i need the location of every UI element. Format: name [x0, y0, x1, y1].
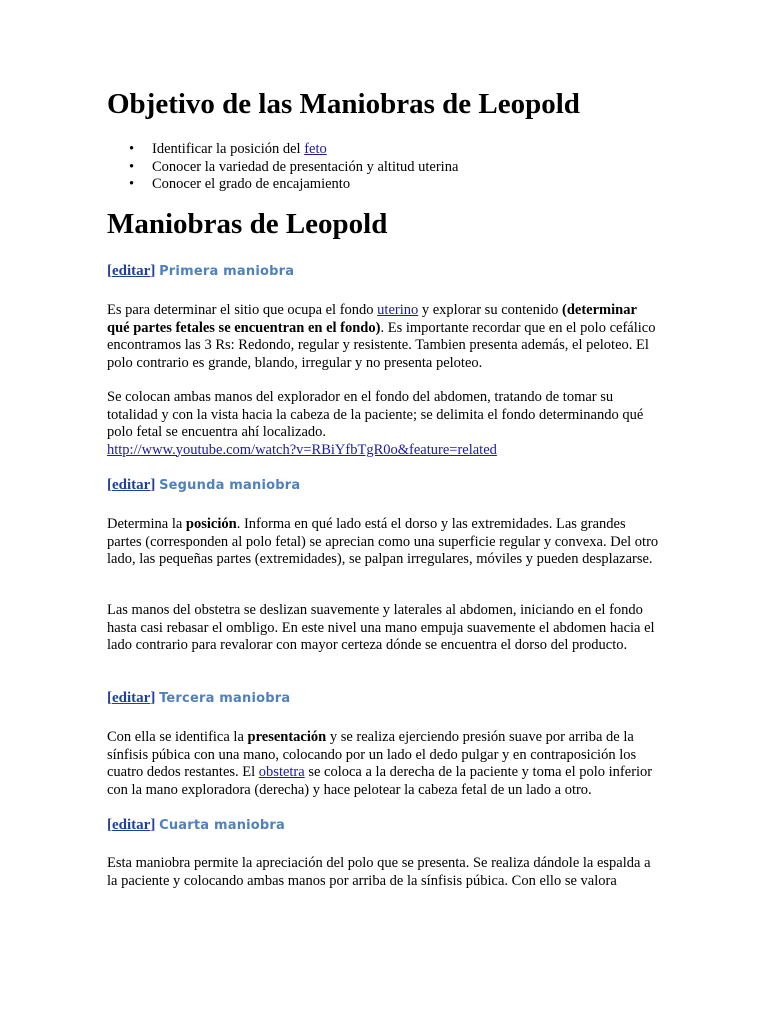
section-title: Cuarta maniobra	[159, 818, 286, 833]
list-item: • Conocer el grado de encajamiento	[107, 176, 458, 194]
section-header-tercera	[107, 690, 290, 707]
feto-link[interactable]: feto	[304, 141, 327, 157]
section-title: Primera maniobra	[159, 264, 295, 279]
paragraph: Se colocan ambas manos del explorador en el fondo del abdomen, tratando de tomar su totalidad y con la vista hacia la cabeza de la paciente; se delimita el fondo determinando qué polo fetal se encuentra ahí localizado. http://www.youtube.com/watch?v=RBiYfbTgR0o&feature=related	[107, 389, 644, 458]
edit-link[interactable]: [editar]	[107, 263, 156, 279]
edit-link[interactable]: [editar]	[107, 817, 156, 833]
edit-link[interactable]: [editar]	[107, 690, 156, 706]
section-header-cuarta	[107, 817, 285, 834]
list-item: • Identificar la posición del feto	[107, 141, 458, 159]
section-heading: Maniobras de Leopold	[107, 208, 388, 240]
page-title: Objetivo de las Maniobras de Leopold	[107, 88, 580, 120]
paragraph: Con ella se identifica la presentación y se realiza ejerciendo presión suave por arriba de la sínfisis púbica con una mano, colocando por un lado el dedo pulgar y en contraposición los cuatro dedos restantes. El obstetra se coloca a la derecha de la paciente y toma el polo inferior con la mano exploradora (derecha) y hace pelotear la cabeza fetal de un lado a otro.	[107, 729, 653, 798]
obstetra-link[interactable]: obstetra	[258, 764, 305, 780]
section-header-primera	[107, 263, 294, 280]
youtube-link[interactable]: http://www.youtube.com/watch?v=RBiYfbTgR0o&feature=related	[107, 441, 497, 458]
paragraph: Determina la posición. Informa en qué lado está el dorso y las extremidades. Las grandes partes (corresponden al polo fetal) se aprecian como una superficie regular y convexa. Del otro lado, las pequeñas partes (extremidades), se palpan irregulares, móviles y pueden desplazarse.	[107, 516, 659, 567]
paragraph: Esta maniobra permite la apreciación del polo que se presenta. Se realiza dándole la espalda a la paciente y colocando ambas manos por arriba de la sínfisis púbica. Con ello se valora	[107, 855, 651, 889]
section-title: Segunda maniobra	[159, 478, 301, 493]
paragraph: Las manos del obstetra se deslizan suavemente y laterales al abdomen, iniciando en el fondo hasta casi rebasar el ombligo. En este nivel una mano empuja suavemente el abdomen hacia el lado contrario para revalorar con mayor certeza dónde se encuentra el dorso del producto.	[107, 602, 655, 653]
list-item: • Conocer la variedad de presentación y altitud uterina	[107, 159, 458, 177]
paragraph: Es para determinar el sitio que ocupa el fondo uterino y explorar su contenido (determinar qué partes fetales se encuentran en el fondo). Es importante recordar que en el polo cefálico encontramos las 3 Rs: Redondo, regular y resistente. Tambien presenta además, el peloteo. El polo contrario es grande, blando, irregular y no presenta peloteo.	[107, 302, 656, 371]
uterino-link[interactable]: uterino	[377, 302, 419, 318]
edit-link[interactable]: [editar]	[107, 477, 156, 493]
section-header-segunda	[107, 477, 300, 494]
objectives-list	[107, 141, 458, 194]
section-title: Tercera maniobra	[159, 691, 291, 706]
